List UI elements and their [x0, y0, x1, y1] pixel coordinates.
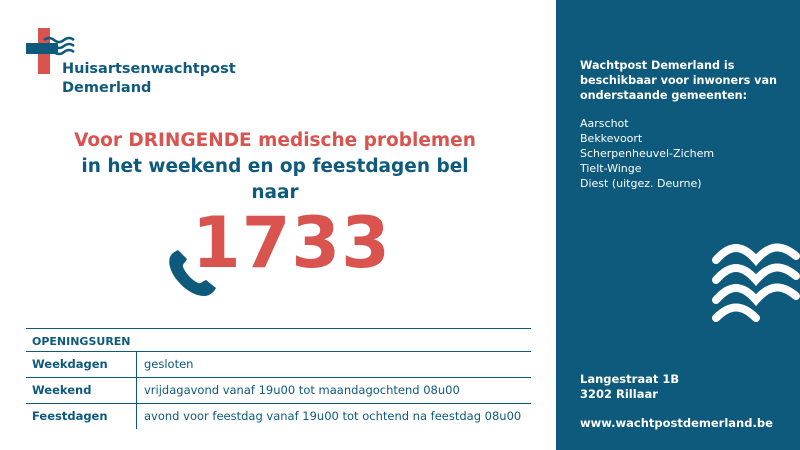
- opening-hours-table: [26, 328, 531, 429]
- table-row: [26, 377, 531, 403]
- address-line-1: Langestraat 1B: [580, 372, 680, 386]
- sidebar-panel: [556, 0, 800, 450]
- hours-day: Weekdagen: [26, 352, 137, 377]
- address: [580, 372, 679, 402]
- headline: [60, 128, 490, 206]
- website-link[interactable]: www.wachtpostdemerland.be: [580, 416, 773, 430]
- sidebar-intro: Wachtpost Demerland is beschikbaar voor inwoners van onderstaande gemeenten:: [580, 59, 777, 102]
- brand-line-2: Demerland: [62, 80, 152, 96]
- list-item: Bekkevoort: [580, 132, 643, 145]
- list-item: Scherpenheuvel-Zichem: [580, 147, 715, 160]
- list-item: Aarschot: [580, 117, 629, 130]
- hours-time: gesloten: [144, 357, 194, 371]
- table-row: [26, 403, 531, 429]
- town-list: [580, 116, 714, 191]
- phone-number[interactable]: 1733: [192, 202, 391, 284]
- waves-icon: [712, 238, 800, 326]
- hours-time: avond voor feestdag vanaf 19u00 tot ochtend na feestdag 08u00: [144, 409, 522, 423]
- list-item: Diest (uitgez. Deurne): [580, 177, 702, 190]
- table-row: [26, 351, 531, 377]
- opening-hours-title: OPENINGSUREN: [26, 328, 531, 351]
- list-item: Tielt-Winge: [580, 162, 642, 175]
- headline-line-2: in het weekend en op feestdagen bel naar: [81, 156, 469, 203]
- hours-time: vrijdagavond vanaf 19u00 tot maandagochtend 08u00: [144, 383, 460, 397]
- brand-name: [62, 60, 236, 98]
- brand-line-1: Huisartsenwachtpost: [62, 61, 236, 77]
- address-line-2: 3202 Rillaar: [580, 387, 658, 401]
- hours-day: Weekend: [26, 378, 137, 403]
- headline-line-1: Voor DRINGENDE medische problemen: [74, 130, 476, 151]
- hours-day: Feestdagen: [26, 404, 137, 429]
